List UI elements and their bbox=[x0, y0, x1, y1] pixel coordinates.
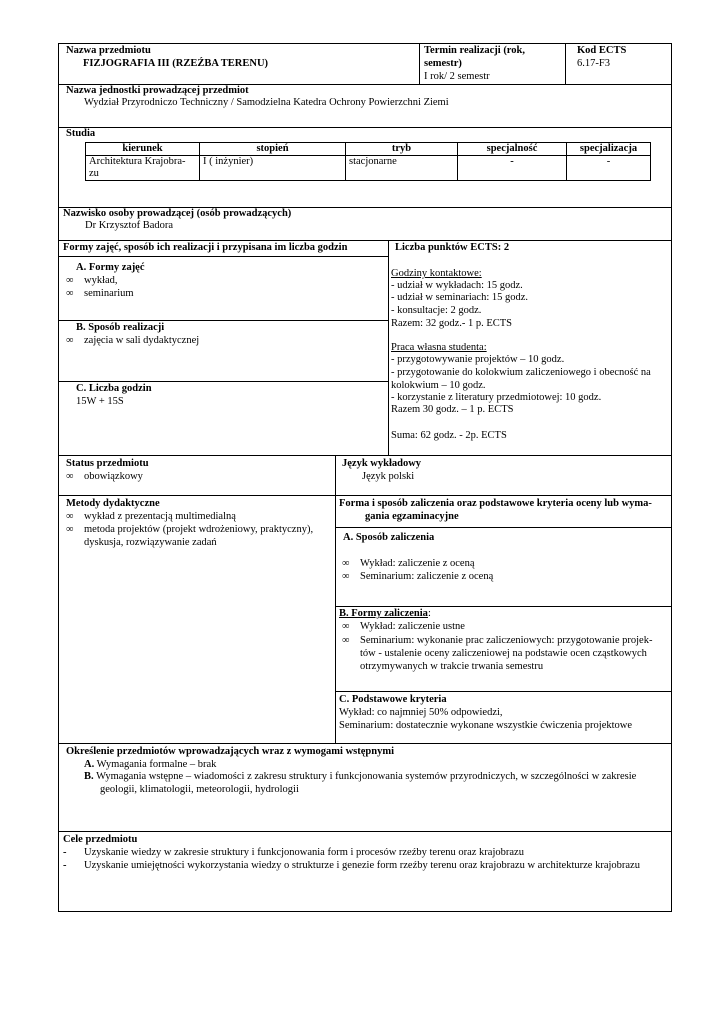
cele-label: Cele przedmiotu bbox=[63, 834, 138, 845]
ects-divider bbox=[388, 240, 389, 455]
prowadzacy-label: Nazwisko osoby prowadzącej (osób prowadzących) bbox=[63, 208, 292, 219]
bullet-symbol: ∞ bbox=[342, 558, 350, 569]
header-divider-1 bbox=[419, 43, 420, 84]
forma-zal-a-label: A. Sposób zaliczenia bbox=[343, 532, 435, 543]
cell-kierunek bbox=[86, 156, 200, 181]
wprowadzajace-a-text: Wymagania formalne – brak bbox=[96, 759, 217, 770]
header-divider-2 bbox=[565, 43, 566, 84]
formy-label: Formy zajęć, sposób ich realizacji i przypisana im liczba godzin bbox=[63, 242, 348, 253]
cell-tryb: stacjonarne bbox=[346, 156, 458, 181]
forma-zal-label-2: gania egzaminacyjne bbox=[365, 511, 459, 522]
forma-zal-b-bottom-line bbox=[335, 691, 672, 692]
bullet-symbol: ∞ bbox=[66, 471, 74, 482]
forma-zal-a-item-1-text: Wykład: zaliczenie z oceną bbox=[360, 558, 475, 569]
bullet-symbol: ∞ bbox=[342, 571, 350, 582]
metody-item-2-text: metoda projektów (projekt wdrożeniowy, praktyczny), bbox=[84, 524, 314, 535]
bullet-symbol: ∞ bbox=[342, 621, 350, 632]
wprowadzajace-b-text-1: Wymagania wstępne – wiadomości z zakresu struktury i funkcjonowania systemów przyrodniczych, w szczególności w zakresie bbox=[96, 771, 637, 782]
col-stopien: stopień bbox=[200, 143, 346, 156]
studia-table bbox=[85, 142, 651, 181]
studia-data-row bbox=[86, 156, 651, 181]
forma-zal-a-item-2-text: Seminarium: zaliczenie z oceną bbox=[360, 571, 494, 582]
cell-specjalizacja: - bbox=[567, 156, 651, 181]
formy-b-item-1 bbox=[66, 335, 199, 348]
wprowadzajace-b-marker: B. bbox=[84, 771, 94, 782]
cell-stopien: I ( inżynier) bbox=[200, 156, 346, 181]
studia-label: Studia bbox=[66, 128, 96, 139]
forma-zal-c-label: C. Podstawowe kryteria bbox=[339, 694, 447, 705]
ects-wlasna-line-4: - korzystanie z literatury przedmiotowej: 10 godz. bbox=[391, 392, 602, 403]
formy-a-label: A. Formy zajęć bbox=[76, 262, 145, 273]
wprowadzajace-label: Określenie przedmiotów wprowadzających wraz z wymogami wstępnymi bbox=[66, 746, 394, 757]
forma-zal-b-item-1 bbox=[342, 621, 465, 634]
formy-b-bottom-line bbox=[58, 381, 388, 382]
wprowadzajace-a bbox=[84, 759, 216, 772]
formy-label-line bbox=[58, 256, 388, 257]
kod-ects-label: Kod ECTS bbox=[577, 45, 627, 56]
jednostka-label: Nazwa jednostki prowadzącej przedmiot bbox=[66, 85, 249, 96]
status-label: Status przedmiotu bbox=[66, 458, 149, 469]
prowadzacy-bottom-line bbox=[58, 240, 672, 241]
formy-bottom-line bbox=[58, 455, 672, 456]
cell-specjalnosc: - bbox=[458, 156, 567, 181]
termin-label-1: Termin realizacji (rok, bbox=[424, 45, 525, 56]
ects-wlasna-line-5: Razem 30 godz. – 1 p. ECTS bbox=[391, 404, 514, 415]
jednostka-value: Wydział Przyrodniczo Techniczny / Samodzielna Katedra Ochrony Powierzchni Ziemi bbox=[84, 97, 449, 108]
forma-zal-c-line-1: Wykład: co najmniej 50% odpowiedzi, bbox=[339, 707, 503, 718]
forma-zal-b-item-2-text: Seminarium: wykonanie prac zaliczeniowych: przygotowanie projek- bbox=[360, 635, 653, 646]
bullet-symbol: ∞ bbox=[66, 288, 74, 299]
forma-zal-b-item-2-cont-2: otrzymywanych w trakcie trwania semestru bbox=[360, 661, 544, 672]
formy-a-item-1-text: wykład, bbox=[84, 275, 118, 286]
forma-zal-b-label bbox=[339, 608, 431, 621]
status-bottom-line bbox=[58, 495, 672, 496]
ects-kontakt-line-2: - udział w seminariach: 15 godz. bbox=[391, 292, 529, 303]
forma-zal-a-bottom-line bbox=[335, 606, 672, 607]
jezyk-value: Język polski bbox=[362, 471, 415, 482]
bullet-symbol: ∞ bbox=[66, 524, 74, 535]
metody-item-2-cont: dyskusja, rozwiązywanie zadań bbox=[84, 537, 217, 548]
jednostka-bottom-line bbox=[58, 127, 672, 128]
formy-b-label: B. Sposób realizacji bbox=[76, 322, 165, 333]
forma-zal-b-item-2-cont-1: tów - ustalenie oceny zaliczeniowej na podstawie ocen cząstkowych bbox=[360, 648, 647, 659]
metody-item-1-text: wykład z prezentacją multimedialną bbox=[84, 511, 236, 522]
forma-zal-label-1: Forma i sposób zaliczenia oraz podstawowe kryteria oceny lub wyma- bbox=[339, 498, 652, 509]
jezyk-label: Język wykładowy bbox=[342, 458, 422, 469]
termin-label-2: semestr) bbox=[424, 58, 462, 69]
metody-label: Metody dydaktyczne bbox=[66, 498, 160, 509]
prowadzacy-value: Dr Krzysztof Badora bbox=[85, 220, 174, 231]
metody-item-2 bbox=[66, 524, 313, 537]
bullet-symbol: ∞ bbox=[66, 335, 74, 346]
col-kierunek: kierunek bbox=[86, 143, 200, 156]
forma-zal-b-item-2 bbox=[342, 635, 652, 648]
metody-bottom-line bbox=[58, 743, 672, 744]
formy-a-bottom-line bbox=[58, 320, 388, 321]
bullet-symbol: ∞ bbox=[66, 511, 74, 522]
ects-kontakt-label: Godziny kontaktowe: bbox=[391, 268, 482, 279]
wprowadzajace-b-cont: geologii, klimatologii, meteorologii, hydrologii bbox=[100, 784, 299, 795]
ects-suma: Suma: 62 godz. - 2p. ECTS bbox=[391, 430, 507, 441]
nazwa-przedmiotu-label: Nazwa przedmiotu bbox=[66, 45, 151, 56]
ects-wlasna-line-3: kolokwium – 10 godz. bbox=[391, 380, 486, 391]
forma-zal-c-line-2: Seminarium: dostatecznie wykonane wszystkie ćwiczenia projektowe bbox=[339, 720, 633, 731]
status-value bbox=[66, 471, 143, 484]
formy-a-item-1 bbox=[66, 275, 118, 288]
formy-b-item-1-text: zajęcia w sali dydaktycznej bbox=[84, 335, 200, 346]
forma-zal-a-item-1 bbox=[342, 558, 475, 571]
ects-kontakt-line-3: - konsultacje: 2 godz. bbox=[391, 305, 482, 316]
ects-wlasna-line-1: - przygotowywanie projektów – 10 godz. bbox=[391, 354, 565, 365]
col-specjalizacja: specjalizacja bbox=[567, 143, 651, 156]
kierunek-line-2: zu bbox=[89, 168, 99, 179]
forma-zal-label-line bbox=[335, 527, 672, 528]
metody-item-1 bbox=[66, 511, 236, 524]
cele-item-1: Uzyskanie wiedzy w zakresie struktury i funkcjonowania form i procesów rzeźby terenu oraz krajobrazu bbox=[84, 847, 524, 858]
bullet-symbol: ∞ bbox=[342, 635, 350, 646]
formy-a-item-2 bbox=[66, 288, 134, 301]
col-specjalnosc: specjalność bbox=[458, 143, 567, 156]
ects-label: Liczba punktów ECTS: 2 bbox=[395, 242, 510, 253]
termin-value: I rok/ 2 semestr bbox=[424, 71, 490, 82]
kierunek-line-1: Architektura Krajobra- bbox=[89, 156, 186, 167]
ects-kontakt-line-1: - udział w wykładach: 15 godz. bbox=[391, 280, 523, 291]
cele-dash-2: - bbox=[63, 860, 67, 871]
col-tryb: tryb bbox=[346, 143, 458, 156]
wprowadzajace-a-marker: A. bbox=[84, 759, 95, 770]
formy-c-value: 15W + 15S bbox=[76, 396, 124, 407]
status-value-text: obowiązkowy bbox=[84, 471, 143, 482]
wprowadzajace-bottom-line bbox=[58, 831, 672, 832]
forma-zal-a-item-2 bbox=[342, 571, 493, 584]
ects-wlasna-line-2: - przygotowanie do kolokwium zaliczeniowego i obecność na bbox=[391, 367, 651, 378]
wprowadzajace-b bbox=[84, 771, 636, 784]
forma-zal-b-label-text: B. Formy zaliczenia bbox=[339, 608, 428, 619]
formy-c-label: C. Liczba godzin bbox=[76, 383, 152, 394]
forma-zal-b-colon: : bbox=[427, 608, 431, 619]
bullet-symbol: ∞ bbox=[66, 275, 74, 286]
ects-kontakt-line-4: Razem: 32 godz.- 1 p. ECTS bbox=[391, 318, 513, 329]
formy-a-item-2-text: seminarium bbox=[84, 288, 134, 299]
cele-item-2: Uzyskanie umiejętności wykorzystania wiedzy o strukturze i genezie form rzeźby terenu oraz krajobrazu w architekturze krajobrazu bbox=[84, 860, 640, 871]
status-divider bbox=[335, 455, 336, 743]
studia-header-row bbox=[86, 143, 651, 156]
cele-dash-1: - bbox=[63, 847, 67, 858]
forma-zal-b-item-1-text: Wykład: zaliczenie ustne bbox=[360, 621, 465, 632]
ects-wlasna-label: Praca własna studenta: bbox=[391, 342, 487, 353]
kod-ects-value: 6.17-F3 bbox=[577, 58, 610, 69]
nazwa-przedmiotu-value: FIZJOGRAFIA III (RZEŹBA TERENU) bbox=[83, 58, 269, 69]
